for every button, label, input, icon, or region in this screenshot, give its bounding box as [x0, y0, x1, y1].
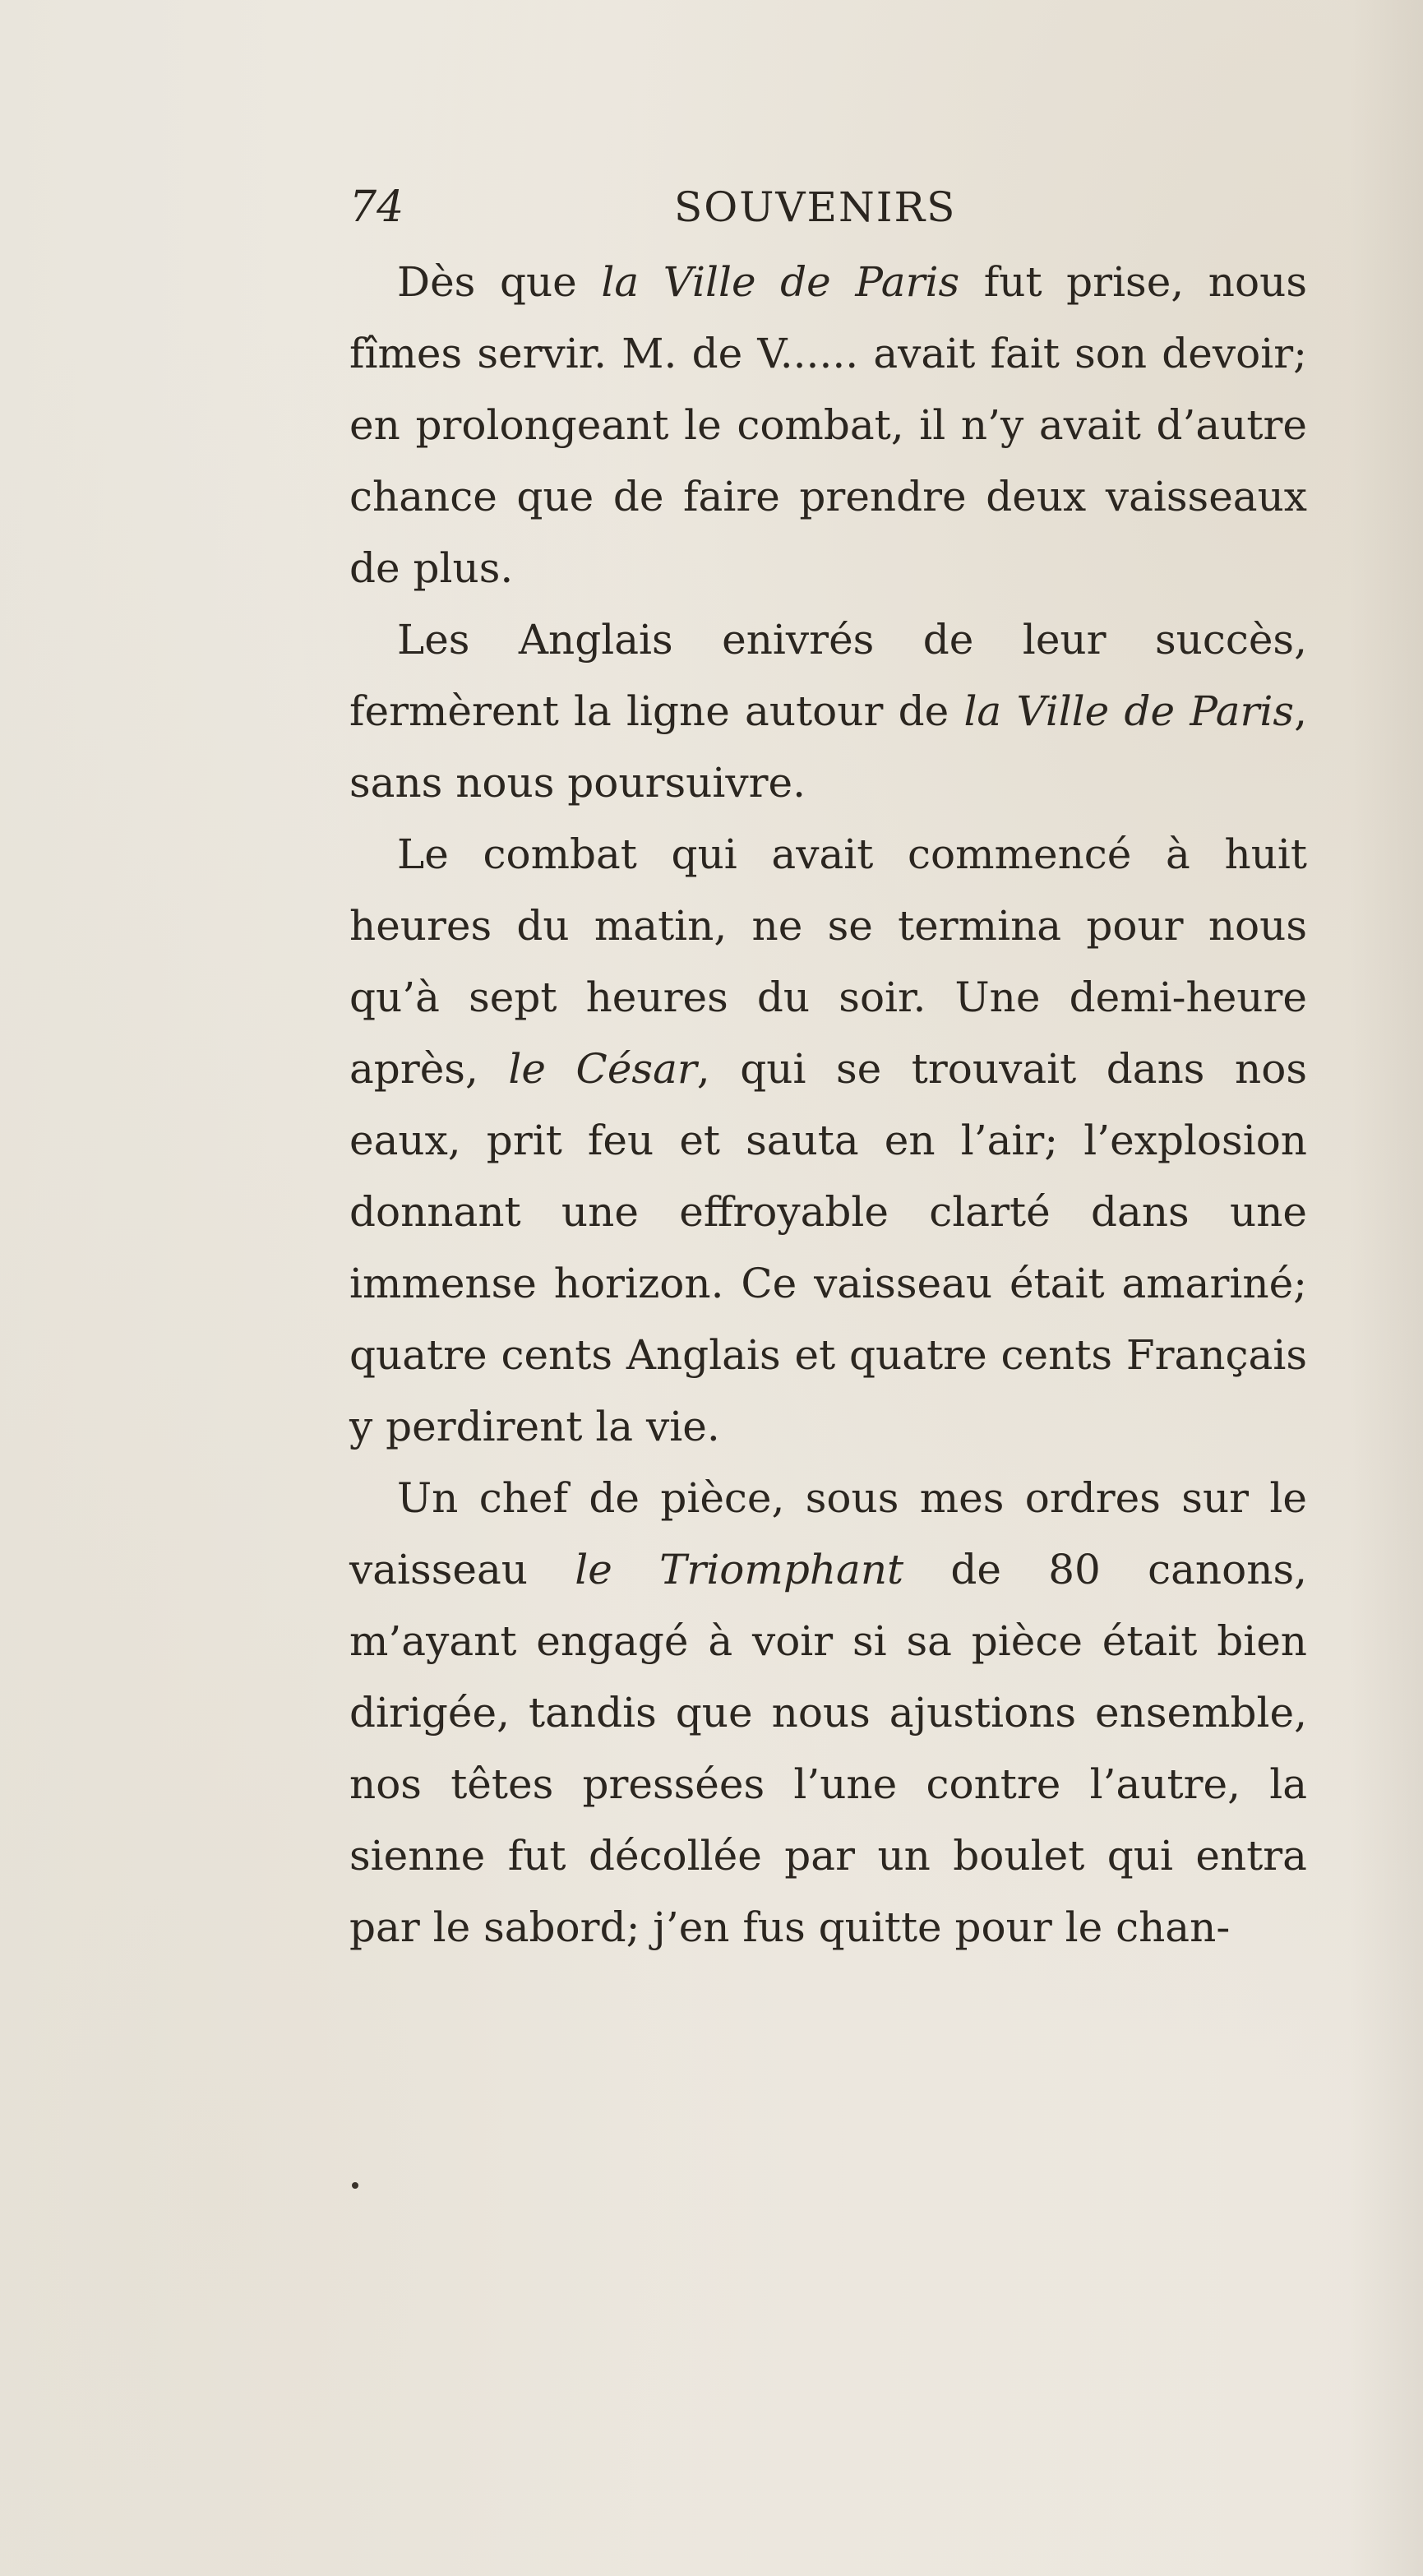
paragraph-3-text-a: Le combat qui avait commencé à huit heures du matin, ne se termina pour nous qu’à sept heures du soir. Une demi-heure après,	[349, 830, 1307, 1093]
page-number: 74	[349, 183, 404, 232]
ship-name-ville-de-paris: la Ville de Paris	[601, 258, 960, 306]
ship-name-ville-de-paris-2: la Ville de Paris	[963, 687, 1295, 735]
paragraph-1-text-a: Dès que	[397, 258, 602, 306]
paragraph-2	[349, 604, 1307, 819]
paragraph-2-text-a: Les Anglais enivrés de leur succès, fermèrent la ligne autour de	[349, 616, 1307, 735]
body-text	[349, 247, 1307, 1963]
paragraph-4-text-c: de 80 canons, m’ayant engagé à voir si sa pièce était bien dirigée, tandis que nous ajustions ensemble, nos têtes pressées l’une contre l’autre, la sienne fut décollée par un boulet qui entra par le sabord; j’en fus quitte pour le chan-	[349, 1546, 1307, 1951]
paragraph-2-text-c: , sans nous poursuivre.	[349, 687, 1307, 807]
page-edge-shading	[1349, 0, 1423, 2576]
paragraph-1	[349, 247, 1307, 604]
paragraph-4	[349, 1463, 1307, 1963]
ship-name-triomphant: le Triomphant	[575, 1546, 904, 1593]
running-title: SOUVENIRS	[674, 183, 957, 231]
page-header	[349, 174, 1307, 240]
paragraph-4-text-a: Un chef de pièce, sous mes ordres sur le vaisseau	[349, 1474, 1307, 1593]
paragraph-1-text-c: fut prise, nous fîmes servir. M. de V...... avait fait son devoir; en prolongeant le combat, il n’y avait d’autre chance que de faire prendre deux vaisseaux de plus.	[349, 258, 1307, 592]
ship-name-cesar: le César	[508, 1045, 697, 1093]
paragraph-3-text-c: , qui se trouvait dans nos eaux, prit feu et sauta en l’air; l’explosion donnant une effroyable clarté dans une immense horizon. Ce vaisseau était amariné; quatre cents Anglais et quatre cents Français y perdirent la vie.	[349, 1045, 1307, 1450]
ink-speck	[352, 2182, 358, 2189]
paragraph-3	[349, 819, 1307, 1463]
